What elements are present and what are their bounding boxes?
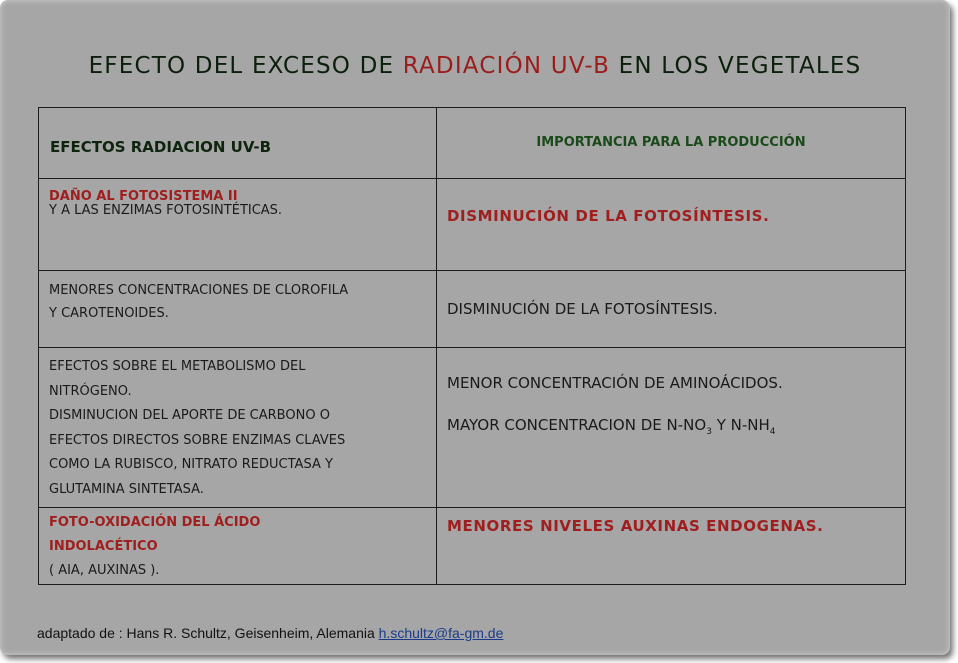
table-header-row <box>39 108 906 179</box>
row2-left <box>39 271 437 348</box>
row3-line: NITRÓGENO. <box>49 383 132 399</box>
row4-result: MENORES NIVELES AUXINAS ENDOGENAS. <box>447 517 824 535</box>
row4-highlight1: FOTO-OXIDACIÓN DEL ÁCIDO <box>49 515 261 530</box>
row4-text: ( AIA, AUXINAS ). <box>49 563 160 578</box>
title-prefix: EFECTO DEL EXCESO DE <box>88 53 403 79</box>
row1-result: DISMINUCIÓN DE LA FOTOSÍNTESIS. <box>447 207 770 225</box>
table-row <box>39 348 906 508</box>
row1-highlight: DAÑO AL FOTOSISTEMA II <box>49 189 238 204</box>
table-row <box>39 271 906 348</box>
row3-line: EFECTOS DIRECTOS SOBRE ENZIMAS CLAVES <box>49 432 346 448</box>
slide-title <box>0 53 950 79</box>
row3-result2-prefix: MAYOR CONCENTRACION DE N-NO <box>447 416 707 434</box>
row3-right <box>437 348 906 508</box>
row2-result: DISMINUCIÓN DE LA FOTOSÍNTESIS. <box>447 300 718 318</box>
row3-sub-4: 4 <box>769 427 776 437</box>
footer-text: adaptado de : Hans R. Schultz, Geisenheim, Alemania <box>37 625 379 641</box>
row3-line: COMO LA RUBISCO, NITRATO REDUCTASA Y <box>49 457 333 473</box>
table-row <box>39 179 906 271</box>
row4-right <box>437 508 906 585</box>
row3-sub-3: 3 <box>706 427 712 437</box>
title-suffix: EN LOS VEGETALES <box>610 53 862 79</box>
row2-right <box>437 271 906 348</box>
row1-text: Y A LAS ENZIMAS FOTOSINTÉTICAS. <box>49 203 283 218</box>
row3-line: GLUTAMINA SINTETASA. <box>49 481 204 497</box>
header-importance: IMPORTANCIA PARA LA PRODUCCIÓN <box>437 108 906 179</box>
row3-result2 <box>447 416 905 437</box>
row4-highlight2: INDOLACÉTICO <box>49 539 158 554</box>
row4-left <box>39 508 437 585</box>
row3-result1: MENOR CONCENTRACIÓN DE AMINOÁCIDOS. <box>447 374 783 392</box>
row3-result2-mid: Y N-NH <box>711 416 770 434</box>
row1-left <box>39 179 437 271</box>
footer-credit <box>37 625 503 641</box>
row2-line2: Y CAROTENOIDES. <box>49 306 169 321</box>
effects-table <box>38 107 906 585</box>
table-row <box>39 508 906 585</box>
row1-right <box>437 179 906 271</box>
title-highlight: RADIACIÓN UV-B <box>402 53 611 79</box>
row2-line1: MENORES CONCENTRACIONES DE CLOROFILA <box>49 283 349 298</box>
row3-left <box>39 348 437 508</box>
header-effects: EFECTOS RADIACION UV-B <box>39 108 437 179</box>
footer-email-link[interactable]: h.schultz@fa-gm.de <box>378 625 504 641</box>
row3-line: DISMINUCION DEL APORTE DE CARBONO O <box>49 408 330 424</box>
row3-line: EFECTOS SOBRE EL METABOLISMO DEL <box>49 359 306 374</box>
